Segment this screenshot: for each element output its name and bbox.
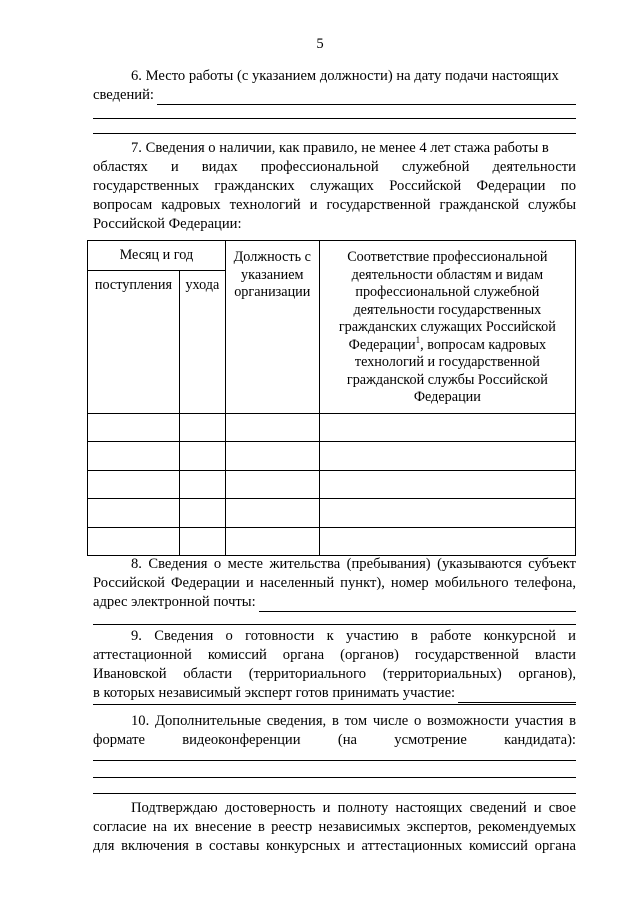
table-cell[interactable] [225, 442, 319, 471]
section-6 [93, 67, 576, 105]
section-9-text-1: 9. Сведения о готовности к участию в работе конкурсной и [131, 628, 576, 644]
additional-input-line-3[interactable] [93, 793, 576, 794]
table-cell[interactable] [319, 527, 575, 556]
section-9-text-2: аттестационной комиссий органа (органов) государственной власти [93, 647, 576, 663]
header-month-year: Месяц и год [88, 241, 226, 271]
table-row [88, 499, 576, 528]
s7.l2_words-word: профессиональной [260, 159, 379, 175]
footnote-marker: 1 [415, 334, 421, 345]
residence-input-line[interactable] [259, 597, 576, 612]
s7.l2_words-word: деятельности [492, 159, 576, 175]
section-9 [93, 627, 576, 703]
section-8 [93, 555, 576, 612]
table-cell[interactable] [225, 413, 319, 442]
table-cell[interactable] [319, 442, 575, 471]
section-9-label: в которых независимый эксперт готов принимать участие: [93, 685, 456, 701]
section-7-text-3: государственных гражданских служащих Российской Федерации по [93, 178, 576, 194]
section-8-label: адрес электронной почты: [93, 594, 256, 610]
table-cell[interactable] [225, 470, 319, 499]
section-6-line1 [93, 67, 576, 86]
section-6-label: сведений: [93, 87, 154, 103]
s10.l2_words-word: кандидата): [504, 732, 576, 748]
confirmation-text-3: для включения в составы конкурсных и аттестационных комиссий органа [93, 838, 576, 854]
additional-input-line-2[interactable] [93, 777, 576, 778]
table-cell[interactable] [88, 442, 180, 471]
table-cell[interactable] [179, 470, 225, 499]
residence-input-line-2[interactable] [93, 624, 576, 625]
section-10-text-1: 10. Дополнительные сведения, в том числе о возможности участия в [131, 713, 576, 729]
additional-input-line-1[interactable] [93, 760, 576, 761]
s7.l2_words-word: видах [201, 159, 238, 175]
table-cell[interactable] [319, 470, 575, 499]
section-7-text-4: вопросам кадровых технологий и государственной гражданской службы [93, 197, 576, 213]
s10.l2_words-word: формате [93, 732, 145, 748]
section-8-line3 [93, 593, 576, 612]
s10.l2_words-word: видеоконференции [182, 732, 301, 748]
table-row [88, 413, 576, 442]
confirmation-text-1: Подтверждаю достоверность и полноту настоящих сведений и свое [131, 800, 576, 816]
header-compliance [319, 241, 575, 414]
experience-table [87, 240, 576, 556]
header-leave: ухода [179, 270, 225, 413]
s7.l2_words-word: и [170, 159, 179, 175]
header-compliance-text: Соответствие профессиональной деятельности областям и видам профессиональной служебной деятельности государственных гражданских служащих Российской Федерации [338, 249, 556, 353]
section-8-text-2: Российской Федерации и населенный пункт), номер мобильного телефона, [93, 575, 576, 591]
section-8-text-1: 8. Сведения о месте жительства (пребывания) (указываются субъект [131, 556, 576, 572]
s7.l2_words-word: областях [93, 159, 148, 175]
s10.l2_words-word: (на [337, 732, 357, 748]
workplace-input-line[interactable] [157, 90, 576, 105]
table-cell[interactable] [88, 499, 180, 528]
header-position: Должность с указанием организации [225, 241, 319, 414]
header-entry: поступления [88, 270, 180, 413]
table-cell[interactable] [179, 527, 225, 556]
confirmation-text-2: согласие на их внесение в реестр независимых экспертов, рекомендуемых [93, 819, 576, 835]
section-9-text-3: Ивановской области (территориального (территориальных) органов), [93, 666, 576, 682]
s10.l2_words-word: усмотрение [394, 732, 467, 748]
table-cell[interactable] [88, 527, 180, 556]
workplace-input-line-2[interactable] [93, 118, 576, 119]
table-cell[interactable] [319, 413, 575, 442]
section-6-text-1: 6. Место работы (с указанием должности) на дату подачи настоящих [131, 68, 559, 84]
table-cell[interactable] [88, 413, 180, 442]
section-9-line4 [93, 684, 576, 703]
page-number: 5 [316, 36, 324, 52]
table-cell[interactable] [225, 527, 319, 556]
commission-input-line[interactable] [458, 688, 576, 703]
s7.l2_words-word: служебной [401, 159, 470, 175]
header-compliance-text-2: , вопросам кадровых технологий и государственной гражданской службы Российской Федерации [346, 336, 548, 405]
workplace-input-line-3[interactable] [93, 133, 576, 134]
section-10 [93, 712, 576, 750]
section-10-text-2 [93, 731, 576, 750]
table-cell[interactable] [225, 499, 319, 528]
table-cell[interactable] [179, 442, 225, 471]
table-row [88, 470, 576, 499]
section-7-text-1: 7. Сведения о наличии, как правило, не менее 4 лет стажа работы в [131, 140, 549, 156]
table-row [88, 527, 576, 556]
table-cell[interactable] [179, 413, 225, 442]
section-7 [93, 139, 576, 234]
table-cell[interactable] [319, 499, 575, 528]
commission-input-line-2[interactable] [93, 704, 576, 705]
table-cell[interactable] [88, 470, 180, 499]
confirmation [93, 799, 576, 856]
section-7-text-5: Российской Федерации: [93, 216, 242, 232]
section-6-line2 [93, 86, 576, 105]
section-7-text-2 [93, 158, 576, 177]
table-cell[interactable] [179, 499, 225, 528]
table-row [88, 442, 576, 471]
